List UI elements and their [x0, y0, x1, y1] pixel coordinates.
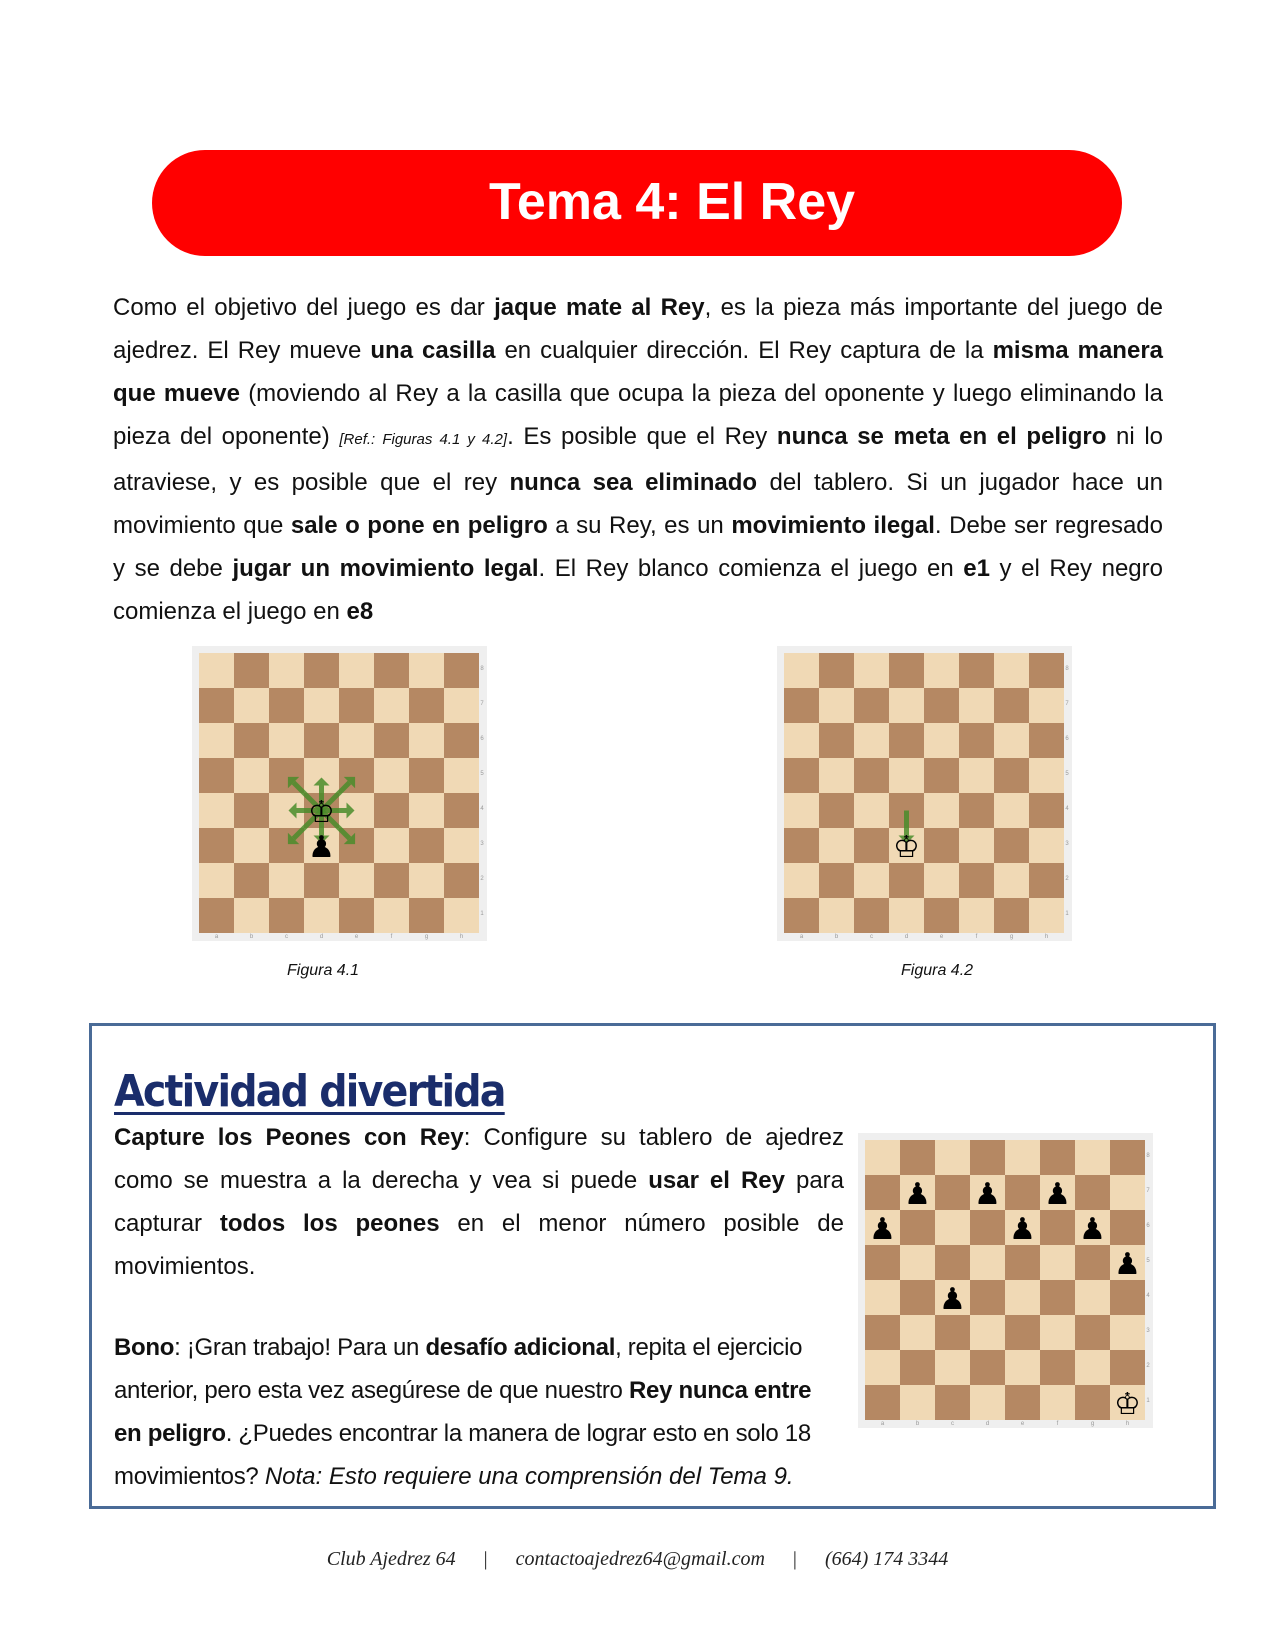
board-square: [1005, 1350, 1040, 1385]
black-pawn-icon: ♟: [1044, 1177, 1071, 1212]
board-square: [865, 1315, 900, 1350]
rank-label: 6: [480, 736, 484, 742]
board-square: [1110, 1315, 1145, 1350]
file-label: e: [354, 934, 359, 940]
board-square: [269, 863, 304, 898]
board-square: [409, 898, 444, 933]
board-square: [865, 1280, 900, 1315]
activity-note: Nota: Esto requiere una comprensión del Tema 9.: [264, 1463, 794, 1490]
file-label: f: [1056, 1421, 1059, 1427]
file-label: h: [1044, 934, 1049, 940]
board-square: [854, 793, 889, 828]
board-square: [374, 688, 409, 723]
file-label: b: [834, 934, 839, 940]
board-square: [1110, 1350, 1145, 1385]
file-label: f: [390, 934, 393, 940]
board-square: [994, 688, 1029, 723]
activity-text: en el menor número posible de movimientos.: [114, 1210, 844, 1280]
board-square: [819, 723, 854, 758]
board-square: [784, 653, 819, 688]
board-square: [1040, 1245, 1075, 1280]
board-square: [900, 1140, 935, 1175]
board-square: [269, 653, 304, 688]
black-pawn-icon: ♟: [1009, 1212, 1036, 1247]
board-square: [199, 653, 234, 688]
board-square: [1040, 1350, 1075, 1385]
board-square: [865, 1140, 900, 1175]
board-square: [784, 688, 819, 723]
board-square: [234, 828, 269, 863]
intro-bold: una casilla: [370, 337, 496, 364]
board-square: [900, 1350, 935, 1385]
board-square: [1075, 1350, 1110, 1385]
board-square: [865, 1385, 900, 1420]
board-square: [444, 723, 479, 758]
board-square: [374, 758, 409, 793]
board-square: [444, 828, 479, 863]
white-king-icon: ♔: [308, 795, 335, 830]
title-banner: [152, 150, 1122, 256]
activity-bonus: [114, 1326, 844, 1498]
rank-label: 3: [1065, 841, 1069, 847]
chessboard: [777, 646, 1072, 941]
rank-label: 7: [1065, 701, 1069, 707]
intro-text: en cualquier dirección. El Rey captura de la: [495, 337, 993, 364]
board-square: [784, 863, 819, 898]
file-label: g: [1009, 934, 1014, 940]
board-square: [1040, 1385, 1075, 1420]
board-square: [269, 898, 304, 933]
board-square: [924, 793, 959, 828]
rank-label: 6: [1146, 1223, 1150, 1229]
intro-text: . El Rey blanco comienza el juego en: [538, 555, 964, 582]
board-square: [784, 758, 819, 793]
board-square: [819, 688, 854, 723]
board-square: [889, 688, 924, 723]
board-square: [970, 1210, 1005, 1245]
board-square: [959, 653, 994, 688]
rank-label: 1: [1065, 911, 1069, 917]
board-square: [1029, 898, 1064, 933]
board-square: [199, 828, 234, 863]
board-square: [1005, 1280, 1040, 1315]
board-square: [339, 653, 374, 688]
activity-bold: Bono: [114, 1334, 175, 1361]
board-square: [924, 758, 959, 793]
black-pawn-icon: ♟: [1114, 1247, 1141, 1282]
intro-bold: e1: [963, 555, 990, 582]
board-square: [1075, 1280, 1110, 1315]
board-square: [819, 793, 854, 828]
rank-label: 4: [1065, 806, 1069, 812]
board-square: [865, 1175, 900, 1210]
activity-text: para capturar: [114, 1167, 845, 1237]
board-square: [959, 758, 994, 793]
board-square: [854, 863, 889, 898]
board-square: [374, 863, 409, 898]
board-square: [900, 1210, 935, 1245]
board-square: [199, 688, 234, 723]
board-square: [199, 898, 234, 933]
file-label: h: [459, 934, 464, 940]
black-pawn-icon: ♟: [974, 1177, 1001, 1212]
board-square: [1005, 1140, 1040, 1175]
file-label: h: [1125, 1421, 1130, 1427]
board-square: [1110, 1175, 1145, 1210]
board-square: [924, 723, 959, 758]
board-square: [1029, 723, 1064, 758]
board-square: [994, 723, 1029, 758]
board-square: [374, 828, 409, 863]
board-square: [339, 723, 374, 758]
board-square: [819, 898, 854, 933]
board-square: [199, 863, 234, 898]
board-square: [959, 793, 994, 828]
file-label: c: [951, 1421, 954, 1427]
board-square: [269, 723, 304, 758]
board-square: [1005, 1245, 1040, 1280]
rank-label: 8: [1065, 666, 1069, 672]
board-square: [959, 863, 994, 898]
board-square: [935, 1385, 970, 1420]
board-square: [234, 723, 269, 758]
rank-label: 2: [1146, 1363, 1150, 1369]
intro-bold: misma manera que mueve: [113, 337, 1164, 407]
board-square: [199, 793, 234, 828]
board-square: [1029, 653, 1064, 688]
board-square: [854, 688, 889, 723]
board-square: [854, 653, 889, 688]
board-square: [1040, 1210, 1075, 1245]
file-label: c: [870, 934, 873, 940]
board-square: [374, 793, 409, 828]
activity-text: , repita el ejercicio anterior, pero esta vez asegúrese de que nuestro: [114, 1334, 803, 1404]
board-square: [1075, 1315, 1110, 1350]
board-square: [339, 863, 374, 898]
rank-label: 4: [1146, 1293, 1150, 1299]
rank-label: 3: [1146, 1328, 1150, 1334]
rank-label: 8: [1146, 1153, 1150, 1159]
board-square: [935, 1315, 970, 1350]
board-square: [854, 723, 889, 758]
board-square: [304, 898, 339, 933]
rank-label: 2: [1065, 876, 1069, 882]
file-label: g: [424, 934, 429, 940]
board-square: [900, 1280, 935, 1315]
intro-bold: sale o pone en peligro: [290, 512, 548, 539]
board-square: [1005, 1385, 1040, 1420]
intro-text: . Debe ser regresado y se debe: [113, 512, 1163, 582]
board-square: [900, 1245, 935, 1280]
file-label: e: [1020, 1421, 1025, 1427]
figure-4-1-caption: Figura 4.1: [287, 962, 360, 979]
board-square: [339, 688, 374, 723]
file-label: g: [1090, 1421, 1095, 1427]
board-square: [784, 898, 819, 933]
activity-text: : Configure su tablero de ajedrez como se muestra a la derecha y vea si puede: [114, 1124, 844, 1194]
activity-instructions: [114, 1116, 844, 1288]
rank-label: 5: [480, 771, 484, 777]
board-square: [889, 723, 924, 758]
footer-phone: (664) 174 3344: [824, 1548, 949, 1570]
board-square: [234, 793, 269, 828]
board-square: [924, 863, 959, 898]
activity-board: [858, 1133, 1153, 1428]
board-square: [819, 758, 854, 793]
board-square: [970, 1350, 1005, 1385]
board-square: [784, 828, 819, 863]
intro-text: a su Rey, es un: [547, 512, 732, 539]
intro-text: del tablero. Si un jugador hace un movimiento que: [113, 469, 1163, 539]
rank-label: 1: [1146, 1398, 1150, 1404]
board-square: [889, 863, 924, 898]
board-square: [889, 653, 924, 688]
board-square: [1040, 1315, 1075, 1350]
board-square: [970, 1315, 1005, 1350]
chessboard: [858, 1133, 1153, 1428]
board-square: [409, 828, 444, 863]
rank-label: 6: [1065, 736, 1069, 742]
rank-label: 3: [480, 841, 484, 847]
rank-label: 4: [480, 806, 484, 812]
board-square: [865, 1245, 900, 1280]
file-label: d: [985, 1421, 990, 1427]
board-square: [970, 1280, 1005, 1315]
figure-4-1-board: [192, 646, 487, 941]
board-square: [970, 1140, 1005, 1175]
board-square: [374, 653, 409, 688]
board-square: [444, 898, 479, 933]
rank-label: 7: [1146, 1188, 1150, 1194]
file-label: b: [249, 934, 254, 940]
board-square: [199, 758, 234, 793]
board-square: [935, 1350, 970, 1385]
board-square: [1005, 1175, 1040, 1210]
footer-club: Club Ajedrez 64: [326, 1548, 456, 1570]
board-square: [935, 1175, 970, 1210]
footer-separator: |: [792, 1548, 797, 1570]
board-square: [889, 898, 924, 933]
board-square: [854, 828, 889, 863]
figure-4-2-board: [777, 646, 1072, 941]
board-square: [1110, 1210, 1145, 1245]
board-square: [924, 828, 959, 863]
board-square: [819, 653, 854, 688]
board-square: [304, 723, 339, 758]
board-square: [409, 793, 444, 828]
black-pawn-icon: ♟: [1079, 1212, 1106, 1247]
black-pawn-icon: ♟: [939, 1282, 966, 1317]
board-square: [935, 1210, 970, 1245]
board-square: [339, 898, 374, 933]
board-square: [819, 828, 854, 863]
board-square: [1075, 1245, 1110, 1280]
board-square: [444, 758, 479, 793]
board-square: [970, 1385, 1005, 1420]
intro-bold: nunca sea eliminado: [509, 469, 758, 496]
board-square: [959, 723, 994, 758]
board-square: [924, 898, 959, 933]
board-square: [234, 863, 269, 898]
board-square: [900, 1315, 935, 1350]
file-label: a: [799, 934, 804, 940]
board-square: [924, 653, 959, 688]
board-square: [819, 863, 854, 898]
board-square: [444, 688, 479, 723]
rank-label: 5: [1065, 771, 1069, 777]
board-square: [304, 653, 339, 688]
board-square: [994, 653, 1029, 688]
footer-email: contactoajedrez64@gmail.com: [515, 1548, 765, 1570]
intro-paragraph: [113, 286, 1163, 633]
intro-bold: e8: [346, 598, 374, 625]
board-square: [234, 653, 269, 688]
board-square: [374, 898, 409, 933]
chessboard: [192, 646, 487, 941]
board-square: [854, 758, 889, 793]
file-label: a: [214, 934, 219, 940]
board-square: [1029, 688, 1064, 723]
file-label: d: [904, 934, 909, 940]
board-square: [234, 688, 269, 723]
board-square: [959, 828, 994, 863]
activity-heading: Actividad divertida: [114, 1066, 505, 1117]
rank-label: 8: [480, 666, 484, 672]
board-square: [409, 863, 444, 898]
board-square: [994, 793, 1029, 828]
board-square: [994, 828, 1029, 863]
footer: [0, 1548, 1275, 1571]
white-king-icon: ♔: [893, 830, 920, 865]
board-square: [234, 898, 269, 933]
activity-bold: usar el Rey: [648, 1167, 785, 1194]
activity-text: . ¿Puedes encontrar la manera de lograr esto en solo 18 movimientos?: [114, 1420, 811, 1490]
board-square: [1040, 1280, 1075, 1315]
black-pawn-icon: ♟: [869, 1212, 896, 1247]
file-label: a: [880, 1421, 885, 1427]
file-label: e: [939, 934, 944, 940]
file-label: c: [285, 934, 288, 940]
file-label: d: [319, 934, 324, 940]
board-square: [269, 688, 304, 723]
board-square: [784, 793, 819, 828]
board-square: [199, 723, 234, 758]
board-square: [1029, 793, 1064, 828]
page-title: Tema 4: El Rey: [488, 173, 856, 231]
board-square: [970, 1245, 1005, 1280]
board-square: [994, 898, 1029, 933]
board-square: [959, 688, 994, 723]
figure-reference: [Ref.: Figuras 4.1 y 4.2]: [339, 431, 508, 448]
board-square: [935, 1140, 970, 1175]
board-square: [1029, 863, 1064, 898]
board-square: [409, 653, 444, 688]
board-square: [994, 863, 1029, 898]
board-square: [865, 1350, 900, 1385]
board-square: [1029, 828, 1064, 863]
black-pawn-icon: ♟: [904, 1177, 931, 1212]
board-square: [444, 863, 479, 898]
board-square: [959, 898, 994, 933]
board-square: [409, 688, 444, 723]
file-label: b: [915, 1421, 920, 1427]
intro-text: y el Rey negro comienza el juego en: [113, 555, 1163, 625]
board-square: [854, 898, 889, 933]
footer-separator: |: [483, 1548, 488, 1570]
board-square: [1075, 1175, 1110, 1210]
board-square: [1005, 1315, 1040, 1350]
rank-label: 5: [1146, 1258, 1150, 1264]
activity-bold: Rey nunca entre en peligro: [114, 1377, 812, 1447]
intro-text: . Es posible que el Rey: [507, 423, 777, 450]
rank-label: 2: [480, 876, 484, 882]
board-square: [234, 758, 269, 793]
board-square: [1110, 1280, 1145, 1315]
board-square: [1075, 1385, 1110, 1420]
board-square: [1029, 758, 1064, 793]
white-king-icon: ♔: [1114, 1387, 1141, 1422]
activity-bold: todos los peones: [219, 1210, 440, 1237]
board-square: [935, 1245, 970, 1280]
intro-text: , es la pieza más importante del juego de ajedrez. El Rey mueve: [113, 294, 1164, 364]
intro-text: (moviendo al Rey a la casilla que ocupa la pieza del oponente y luego eliminando la pieza del oponente): [113, 380, 1163, 450]
intro-text: ni lo atraviese, y es posible que el rey: [113, 423, 1164, 496]
board-square: [1110, 1140, 1145, 1175]
intro-text: Como el objetivo del juego es dar: [113, 294, 495, 321]
board-square: [900, 1385, 935, 1420]
black-pawn-icon: ♟: [308, 830, 335, 865]
activity-box: [89, 1023, 1216, 1509]
board-square: [374, 723, 409, 758]
board-square: [994, 758, 1029, 793]
figure-4-2-caption: Figura 4.2: [901, 962, 974, 979]
file-label: f: [975, 934, 978, 940]
activity-text: : ¡Gran trabajo! Para un: [174, 1334, 426, 1361]
board-square: [1075, 1140, 1110, 1175]
activity-bold: Capture los Peones con Rey: [114, 1124, 464, 1151]
board-square: [784, 723, 819, 758]
board-square: [444, 653, 479, 688]
intro-bold: jugar un movimiento legal: [232, 555, 539, 582]
board-square: [409, 758, 444, 793]
board-square: [1040, 1140, 1075, 1175]
activity-bold: desafío adicional: [425, 1334, 616, 1361]
board-square: [409, 723, 444, 758]
board-square: [444, 793, 479, 828]
intro-bold: nunca se meta en el peligro: [776, 423, 1107, 450]
board-square: [889, 758, 924, 793]
board-square: [924, 688, 959, 723]
rank-label: 7: [480, 701, 484, 707]
board-square: [304, 863, 339, 898]
intro-bold: movimiento ilegal: [731, 512, 935, 539]
board-square: [304, 688, 339, 723]
intro-bold: jaque mate al Rey: [494, 294, 705, 321]
rank-label: 1: [480, 911, 484, 917]
